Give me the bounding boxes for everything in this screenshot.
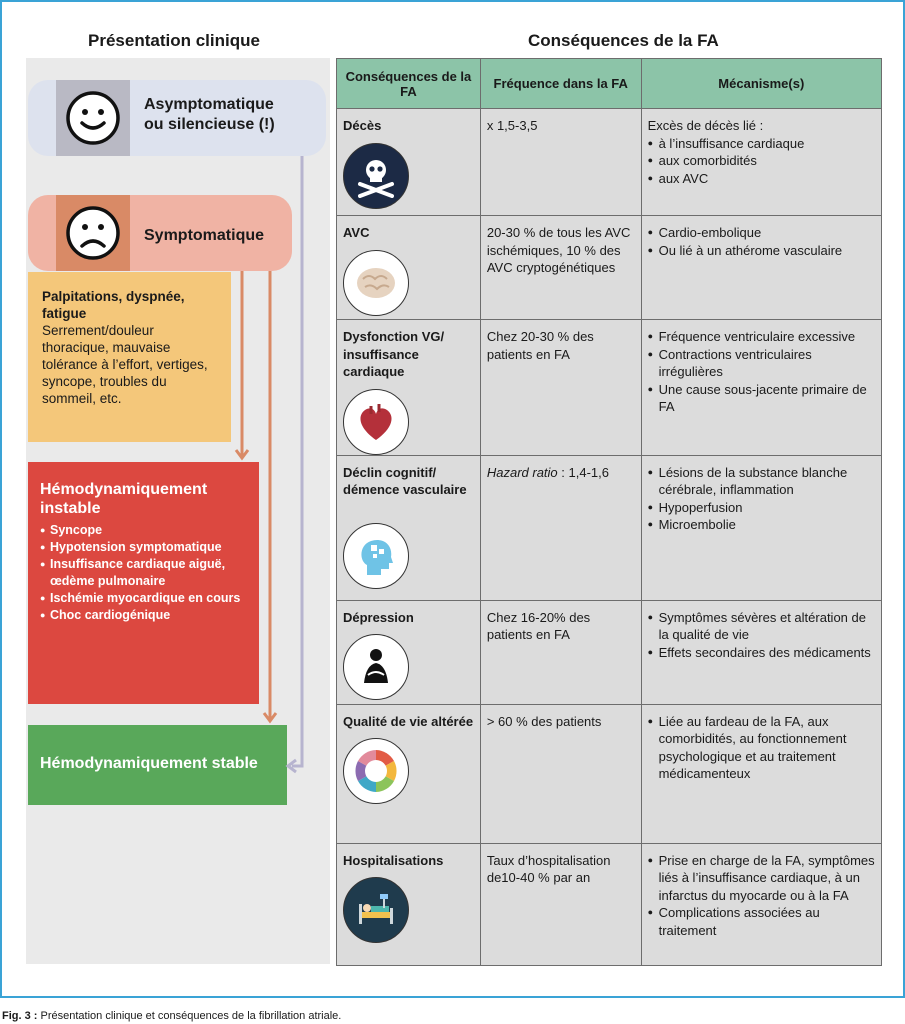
mechanism-item: ● Hypoperfusion: [648, 499, 875, 517]
header-mechanisms: Mécanisme(s): [641, 59, 881, 109]
table-row: [337, 455, 882, 600]
hospital-bed-icon: [343, 877, 409, 943]
mechanism-item: ● Ou lié à un athérome vasculaire: [648, 242, 875, 260]
row-name: AVC: [343, 225, 370, 240]
quality-of-life-icon: [343, 738, 409, 804]
table-row: [337, 320, 882, 456]
sad-person-icon: [343, 634, 409, 700]
consequences-table: [336, 58, 882, 966]
unstable-item: ● Ischémie myocardique en cours: [40, 590, 251, 607]
table-row: [337, 704, 882, 843]
left-heading: Présentation clinique: [88, 31, 260, 50]
unstable-item: ● Insuffisance cardiaque aiguë, œdème pulmonaire: [40, 556, 251, 590]
mechanism-item: ● à l’insuffisance cardiaque: [648, 135, 875, 153]
mechanism-item: ● Prise en charge de la FA, symptômes liés à l’insuffisance cardiaque, à un infarctus du myocarde ou à la FA: [648, 852, 875, 905]
head-puzzle-icon: [343, 523, 409, 589]
mechanism-item: ● Contractions ventriculaires irrégulières: [648, 346, 875, 381]
symptoms-main: Palpitations, dyspnée, fatigue: [42, 289, 185, 321]
mechanism-item: ● Liée au fardeau de la FA, aux comorbidités, au fonctionnement psychologique et au traitement médicamenteux: [648, 713, 875, 783]
row-name: Hospitalisations: [343, 852, 444, 868]
row-frequency: 20-30 % de tous les AVC ischémiques, 10 % des AVC cryptogénétiques: [486, 225, 631, 275]
table-row: [337, 843, 882, 965]
mechanism-item: ● Une cause sous-jacente primaire de FA: [648, 381, 875, 416]
row-frequency: > 60 % des patients: [486, 713, 602, 729]
row-name: Dysfonction VG/ insuffisance cardiaque: [343, 329, 445, 379]
row-name: Dépression: [343, 609, 414, 625]
mechanism-intro: Excès de décès lié :: [647, 118, 764, 133]
unstable-item: ● Choc cardiogénique: [40, 607, 251, 624]
mechanism-item: ● Symptômes sévères et altération de la qualité de vie: [648, 609, 875, 644]
right-heading: Conséquences de la FA: [528, 31, 719, 50]
header-frequency: Fréquence dans la FA: [480, 59, 641, 109]
arrow-asymptomatic-to-stable: [292, 156, 302, 766]
skull-crossbones-icon: [343, 143, 409, 209]
symptomatic-label: Symptomatique: [144, 227, 265, 244]
caption-label: Fig. 3 :: [2, 1010, 38, 1022]
table-row: [337, 109, 882, 216]
row-frequency: Chez 16-20% des patients en FA: [486, 609, 591, 642]
figure-caption: [2, 1010, 341, 1022]
mechanism-item: ● Microembolie: [648, 516, 875, 534]
hemodynamically-stable-box: Hémodynamiquement stable: [28, 725, 287, 805]
mechanism-item: ● Cardio-embolique: [648, 224, 875, 242]
unstable-item: ● Syncope: [40, 522, 251, 539]
mechanism-item: ● Effets secondaires des médicaments: [648, 644, 875, 662]
mechanism-item: ● aux AVC: [648, 170, 875, 188]
row-frequency-italic: Hazard ratio: [486, 464, 558, 480]
mechanism-item: ● Fréquence ventriculaire excessive: [648, 328, 875, 346]
unstable-title: Hémodynamiquement instable: [40, 481, 208, 517]
mechanism-item: ● aux comorbidités: [648, 152, 875, 170]
row-frequency: : 1,4-1,6: [557, 464, 609, 480]
heart-icon: [343, 389, 409, 455]
brain-icon: [343, 250, 409, 316]
row-name: Décès: [343, 118, 382, 133]
header-consequences: Conséquences de la FA: [337, 59, 481, 109]
row-frequency: x 1,5-3,5: [486, 118, 538, 133]
table-row: [337, 600, 882, 704]
asymptomatic-label: Asymptomatique ou silencieuse (!): [144, 96, 275, 133]
unstable-item: ● Hypotension symptomatique: [40, 539, 251, 556]
row-name: Déclin cognitif/ démence vasculaire: [343, 464, 467, 497]
row-name: Qualité de vie altérée: [343, 713, 474, 729]
symptoms-other: Serrement/douleur thoracique, mauvaise tolérance à l’effort, vertiges, syncope, troubles du sommeil, etc.: [42, 323, 208, 406]
row-frequency: Taux d’hospitalisation de10-40 % par an: [486, 852, 611, 885]
caption-text: Présentation clinique et conséquences de la fibrillation atriale.: [37, 1010, 342, 1022]
table-row: [337, 216, 882, 320]
row-frequency: Chez 20-30 % des patients en FA: [486, 329, 594, 362]
mechanism-item: ● Lésions de la substance blanche cérébrale, inflammation: [648, 464, 875, 499]
mechanism-item: ● Complications associées au traitement: [648, 904, 875, 939]
